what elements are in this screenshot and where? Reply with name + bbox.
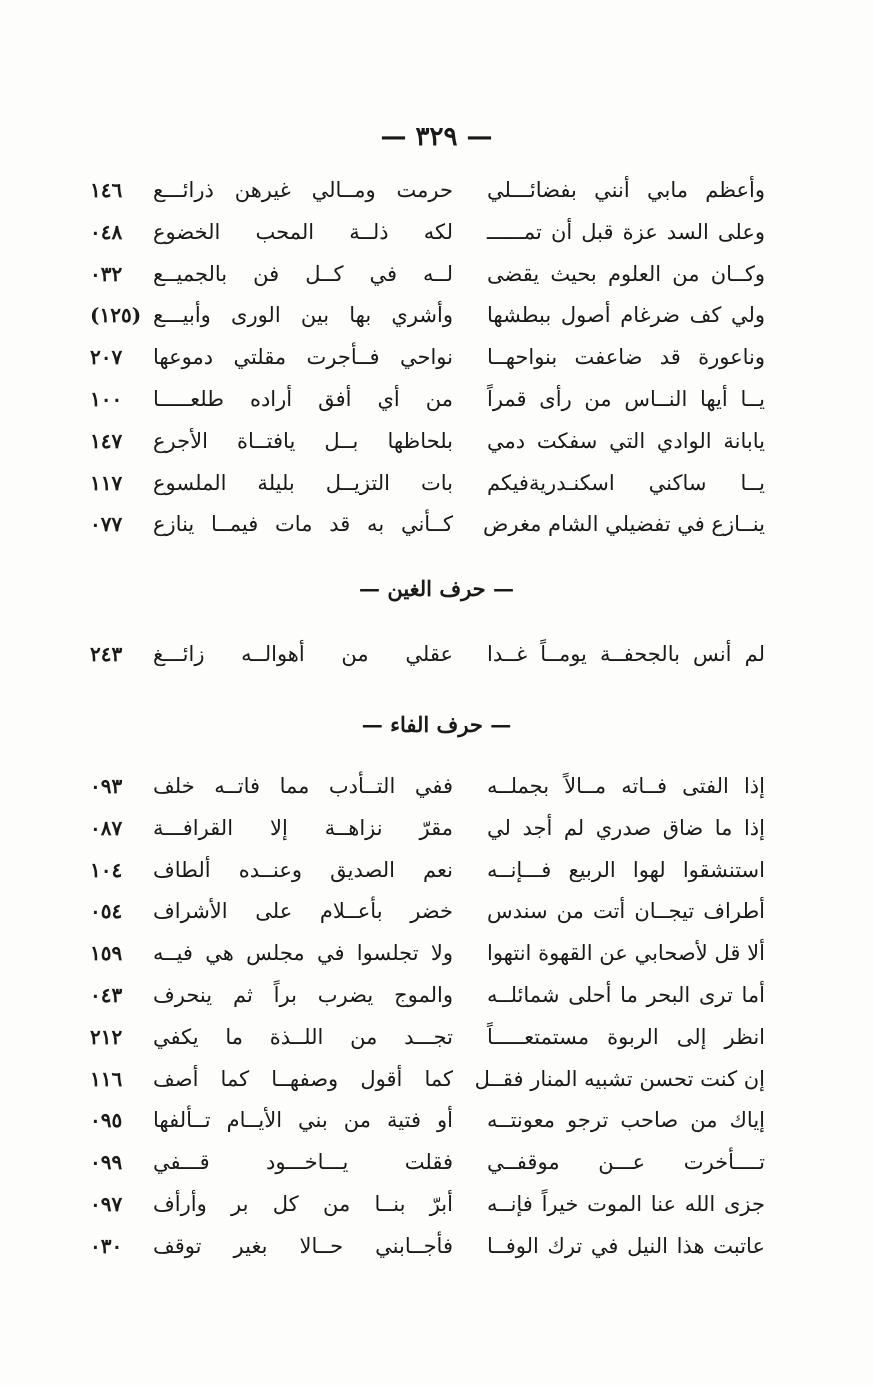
reference-number: ١٤٧ <box>90 428 123 453</box>
verse-row <box>0 421 873 461</box>
reference-number: ٠٩٣ <box>90 774 123 798</box>
first-hemistich: ألا قل لأصحابي عن القهوة انتهوا <box>487 941 765 966</box>
first-hemistich: إن كنت تحسن تشبيه المنار فقــل <box>474 1066 765 1091</box>
reference-number: ١٠٠ <box>90 387 123 411</box>
second-hemistich: لــه في كــل فن بالجميــع <box>153 261 453 286</box>
verse-row <box>0 634 873 674</box>
reference-number: (١٢٥) <box>90 303 142 328</box>
verse-row <box>0 933 873 973</box>
second-hemistich: من أي أفق أراده طلعـــــا <box>153 387 453 411</box>
first-hemistich: وعلى السد عزة قبل أن تمــــــ <box>487 219 765 244</box>
reference-number: ٠٩٥ <box>90 1108 123 1133</box>
second-hemistich: نواحي فــأجرت مقلتي دموعها <box>153 345 453 370</box>
reference-number: ٠٩٩ <box>90 1150 123 1175</box>
first-hemistich: يــا أيها النــاس من رأى قمراً <box>487 387 765 411</box>
second-hemistich: نعم الصديق وعنــده ألطاف <box>153 857 453 882</box>
verse-row <box>0 254 873 294</box>
reference-number: ٠٤٨ <box>90 219 123 244</box>
first-hemistich: ولي كف ضرغام أصول ببطشها <box>487 303 765 328</box>
first-hemistich: جزى الله عنا الموت خيراً فإنــه <box>487 1192 765 1216</box>
second-hemistich: كــأني به قد مات فيمــا ينازع <box>153 512 453 537</box>
first-hemistich: أطراف تيجــان أتت من سندس <box>487 899 765 924</box>
verse-row <box>0 379 873 419</box>
reference-number: ٢٠٧ <box>90 345 123 370</box>
verse-row <box>0 295 873 335</box>
first-hemistich: إياك من صاحب ترجو معونتــه <box>487 1108 765 1133</box>
second-hemistich: فقلت يـــاخـــود قـــفي <box>153 1150 453 1175</box>
first-hemistich: أما ترى البحر ما أحلى شمائلــه <box>487 983 765 1007</box>
second-hemistich: لكه ذلــة المحب الخضوع <box>153 219 453 244</box>
first-hemistich: تــــأخرت عـــن موقفــي <box>487 1150 765 1175</box>
first-hemistich: عاتبت هذا النيل في ترك الوفــا <box>487 1233 765 1258</box>
reference-number: ٠٣٠ <box>90 1233 123 1258</box>
second-hemistich: أو فتية من بني الأيــام تــألفها <box>153 1108 453 1133</box>
second-hemistich: والموج يضرب براً ثم ينحرف <box>153 983 453 1007</box>
second-hemistich: كما أقول وصفهــا كما أصف <box>153 1066 453 1091</box>
verse-row <box>0 1059 873 1099</box>
second-hemistich: أبرّ بنــا من كل بر وأرأف <box>153 1192 453 1216</box>
first-hemistich: إذا الفتى فــاته مــالاً بجملــه <box>487 774 765 798</box>
reference-number: ١١٦ <box>90 1066 123 1091</box>
verse-row <box>0 463 873 503</box>
first-hemistich: لم أنس بالجحفــة يومــاً غــدا <box>487 642 765 666</box>
verse-row <box>0 1100 873 1140</box>
verse-row <box>0 1017 873 1057</box>
second-hemistich: فأجــابني حــالا بغير توقف <box>153 1233 453 1258</box>
verse-row <box>0 170 873 210</box>
page-number: — ٣٢٩ — <box>380 122 493 152</box>
reference-number: ١٠٤ <box>90 857 123 882</box>
first-hemistich: يابانة الوادي التي سفكت دمي <box>487 428 765 453</box>
verse-row <box>0 808 873 848</box>
verse-row <box>0 975 873 1015</box>
second-hemistich: ففي التــأدب مما فاتــه خلف <box>153 774 453 798</box>
verse-row <box>0 1226 873 1266</box>
first-hemistich: وناعورة قد ضاعفت بنواحهــا <box>487 345 765 370</box>
verse-row <box>0 766 873 806</box>
second-hemistich: خضر بأعــلام على الأشراف <box>153 899 453 924</box>
reference-number: ٢٤٣ <box>90 642 123 666</box>
second-hemistich: بات التزيــل بليلة الملسوع <box>153 470 453 495</box>
reference-number: ٠٣٢ <box>90 261 123 286</box>
first-hemistich: استنشقوا لهوا الربيع فـــإنــه <box>487 857 765 882</box>
reference-number: ٠٥٤ <box>90 899 123 924</box>
reference-number: ١١٧ <box>90 470 123 495</box>
reference-number: ٠٩٧ <box>90 1192 123 1216</box>
reference-number: ٠٧٧ <box>90 512 123 537</box>
reference-number: ٠٨٧ <box>90 815 123 840</box>
verse-row <box>0 891 873 931</box>
second-hemistich: حرمت ومــالي غيرهن ذرائـــع <box>153 178 453 202</box>
first-hemistich: وأعظم مابي أنني بفضائـــلي <box>487 178 765 202</box>
second-hemistich: عقلي من أهوالــه زائـــغ <box>153 642 453 666</box>
section-heading-ghain: — حرف الغين — <box>359 576 514 601</box>
second-hemistich: بلحاظها بــل يافتــاة الأجرع <box>153 428 453 453</box>
reference-number: ٢١٢ <box>90 1024 123 1049</box>
verse-row <box>0 1184 873 1224</box>
verse-row <box>0 1142 873 1182</box>
second-hemistich: مقرّ نزاهــة إلا القرافـــة <box>153 815 453 840</box>
first-hemistich: يــا ساكني اسكنـدريةفيكم <box>487 470 765 495</box>
reference-number: ١٥٩ <box>90 941 123 966</box>
first-hemistich: وكــان من العلوم بحيث يقضى <box>487 261 765 286</box>
verse-row <box>0 504 873 544</box>
verse-row <box>0 850 873 890</box>
reference-number: ٠٤٣ <box>90 983 123 1007</box>
verse-row <box>0 337 873 377</box>
second-hemistich: وأشري بها بين الورى وأبيـــع <box>153 303 453 328</box>
second-hemistich: تجـــد من اللــذة ما يكفي <box>153 1024 453 1049</box>
first-hemistich: ينــازع في تفضيلي الشام مغرض <box>483 512 765 537</box>
first-hemistich: انظر إلى الربوة مستمتعـــــاً <box>487 1024 765 1049</box>
first-hemistich: إذا ما ضاق صدري لم أجد لي <box>487 815 765 840</box>
reference-number: ١٤٦ <box>90 178 123 202</box>
second-hemistich: ولا تجلسوا في مجلس هي فيــه <box>153 941 453 966</box>
verse-row <box>0 212 873 252</box>
section-heading-faa: — حرف الفاء — <box>361 712 512 737</box>
